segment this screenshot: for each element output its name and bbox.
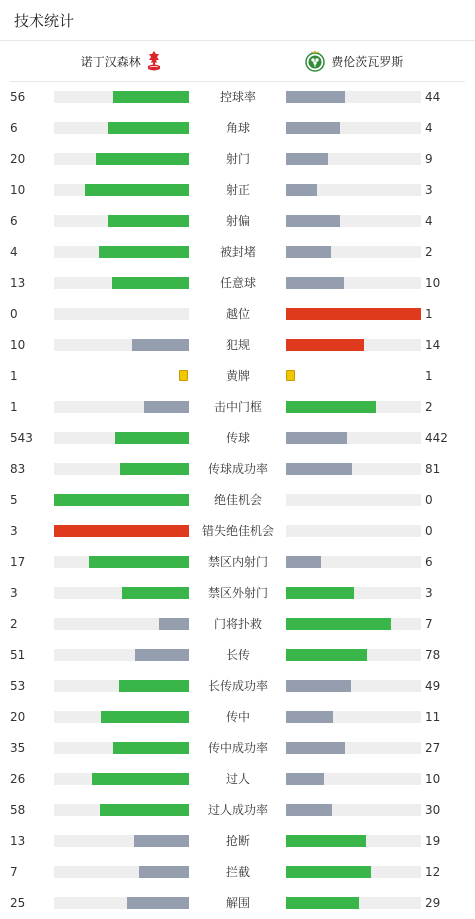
stat-label: 长传 [225,648,250,662]
away-bar-fill [286,91,345,103]
away-bar-track [286,866,421,878]
home-bar-fill [127,897,189,909]
away-value: 4 [425,214,433,228]
home-value: 53 [10,679,26,693]
away-bar-fill [286,308,421,320]
away-value: 49 [425,679,441,693]
stat-label: 长传成功率 [207,679,268,693]
home-bar-fill [101,711,189,723]
away-bar-fill [286,711,333,723]
away-value: 10 [425,772,441,786]
away-bar-track [286,122,421,134]
stat-row [0,547,475,578]
stat-label: 传球成功率 [207,462,268,476]
stat-label: 错失绝佳机会 [201,524,274,538]
home-bar-fill [96,153,189,165]
away-value: 442 [425,431,448,445]
away-bar-track [286,804,421,816]
home-bar-fill [120,463,189,475]
stat-label: 被封堵 [219,245,256,259]
away-bar-fill [286,556,321,568]
away-bar-track [286,742,421,754]
away-bar-track [286,246,421,258]
tree-crest-icon [147,50,161,72]
away-bar-track [286,897,421,909]
stat-row [0,578,475,609]
stat-row [0,826,475,857]
home-value: 13 [10,834,26,848]
away-bar-track [286,184,421,196]
home-value: 56 [10,90,26,104]
away-bar-track [286,525,421,537]
stat-row [0,857,475,888]
home-bar-fill [108,122,189,134]
home-bar-track [54,897,189,909]
stat-row [0,206,475,237]
away-bar-track [286,711,421,723]
stat-row [0,82,475,113]
stat-label: 越位 [225,307,250,321]
yellow-card-icon [286,370,295,381]
stat-row [0,299,475,330]
stat-row [0,237,475,268]
home-value: 543 [10,431,33,445]
away-value: 19 [425,834,441,848]
home-bar-track [54,618,189,630]
away-bar-fill [286,153,328,165]
home-bar-fill [144,401,189,413]
home-bar-track [54,401,189,413]
home-value: 26 [10,772,26,786]
home-value: 4 [10,245,18,259]
away-value: 44 [425,90,441,104]
away-bar-fill [286,122,340,134]
away-bar-fill [286,246,331,258]
away-bar-fill [286,773,324,785]
stat-label: 禁区内射门 [207,555,268,569]
stat-label: 绝佳机会 [213,493,262,507]
home-bar-fill [89,556,189,568]
home-value: 3 [10,586,18,600]
away-bar-fill [286,835,366,847]
home-bar-track [54,184,189,196]
away-bar-fill [286,401,376,413]
clover-crest-icon [305,50,325,72]
home-value: 2 [10,617,18,631]
home-bar-fill [108,215,189,227]
away-bar-fill [286,432,347,444]
away-value: 29 [425,896,441,910]
away-bar-track [286,556,421,568]
home-bar-track [54,122,189,134]
away-bar-fill [286,897,359,909]
stat-row [0,423,475,454]
page-title: 技术统计 [14,11,75,30]
away-bar-track [286,835,421,847]
away-value: 7 [425,617,433,631]
stat-label: 传中 [225,710,250,724]
away-bar-track [286,649,421,661]
stat-row [0,485,475,516]
home-bar-fill [115,432,189,444]
home-value: 51 [10,648,26,662]
home-bar-track [54,835,189,847]
home-bar-track [54,339,189,351]
away-value: 1 [425,369,433,383]
away-value: 0 [425,524,433,538]
home-value: 13 [10,276,26,290]
away-bar-track [286,618,421,630]
away-value: 6 [425,555,433,569]
home-bar-fill [92,773,189,785]
away-bar-fill [286,277,344,289]
home-bar-track [54,587,189,599]
home-value: 1 [10,400,18,414]
away-bar-fill [286,649,367,661]
stat-row [0,392,475,423]
away-bar-track [286,339,421,351]
home-bar-track [54,711,189,723]
stat-label: 黄牌 [225,369,250,383]
stat-label: 拦截 [225,865,250,879]
home-bar-track [54,742,189,754]
away-value: 78 [425,648,441,662]
home-bar-track [54,463,189,475]
away-bar-fill [286,618,391,630]
home-bar-fill [159,618,189,630]
home-bar-track [54,153,189,165]
home-bar-track [54,525,189,537]
stat-label: 射偏 [225,214,250,228]
home-value: 6 [10,214,18,228]
home-bar-track [54,246,189,258]
away-value: 10 [425,276,441,290]
away-bar-track [286,432,421,444]
away-bar-track [286,773,421,785]
away-bar-fill [286,804,332,816]
stat-label: 解围 [225,896,250,910]
home-value: 35 [10,741,26,755]
stat-label: 过人成功率 [207,803,268,817]
home-value: 1 [10,369,18,383]
away-value: 11 [425,710,441,724]
home-bar-fill [139,866,189,878]
home-bar-fill [122,587,190,599]
home-value: 17 [10,555,26,569]
yellow-card-icon [179,370,188,381]
away-bar-fill [286,587,354,599]
home-team[interactable] [10,50,238,72]
stat-row [0,609,475,640]
away-bar-track [286,308,421,320]
away-value: 2 [425,400,433,414]
away-value: 30 [425,803,441,817]
stats-header [0,0,475,41]
stat-row [0,144,475,175]
stat-row [0,888,475,919]
home-value: 7 [10,865,18,879]
stat-row [0,268,475,299]
stat-label: 禁区外射门 [207,586,268,600]
stat-row [0,671,475,702]
away-value: 4 [425,121,433,135]
away-bar-track [286,680,421,692]
home-bar-track [54,432,189,444]
stat-row [0,361,475,392]
away-bar-fill [286,742,345,754]
home-bar-fill [119,680,189,692]
stat-label: 射门 [225,152,250,166]
away-bar-fill [286,184,317,196]
stat-row [0,175,475,206]
home-value: 20 [10,152,26,166]
stat-label: 抢断 [225,834,250,848]
stat-label: 犯规 [225,338,250,352]
stat-row [0,113,475,144]
home-value: 83 [10,462,26,476]
home-value: 20 [10,710,26,724]
away-value: 27 [425,741,441,755]
stat-row [0,702,475,733]
home-bar-track [54,494,189,506]
home-bar-track [54,866,189,878]
stat-row [0,733,475,764]
stat-label: 任意球 [219,276,256,290]
home-bar-track [54,308,189,320]
stat-label: 传中成功率 [207,741,268,755]
home-bar-fill [132,339,189,351]
stat-label: 射正 [225,183,250,197]
home-bar-fill [134,835,189,847]
home-bar-fill [113,91,189,103]
stat-label: 控球率 [219,90,256,104]
stat-row [0,454,475,485]
away-bar-fill [286,680,351,692]
away-bar-track [286,401,421,413]
home-bar-track [54,215,189,227]
away-bar-track [286,153,421,165]
away-value: 0 [425,493,433,507]
home-bar-track [54,277,189,289]
home-value: 6 [10,121,18,135]
away-value: 12 [425,865,441,879]
stat-row [0,330,475,361]
away-value: 81 [425,462,441,476]
stat-label: 门将扑救 [213,617,262,631]
home-bar-track [54,91,189,103]
away-value: 1 [425,307,433,321]
home-bar-fill [85,184,189,196]
home-team-name: 诺丁汉森林 [80,54,141,69]
away-team-name: 费伦茨瓦罗斯 [331,54,404,69]
home-value: 0 [10,307,18,321]
home-bar-fill [100,804,189,816]
away-value: 3 [425,586,433,600]
stat-row [0,516,475,547]
home-bar-fill [54,525,189,537]
stat-row [0,795,475,826]
home-value: 25 [10,896,26,910]
away-bar-track [286,277,421,289]
home-value: 5 [10,493,18,507]
stat-label: 击中门框 [213,400,262,414]
away-value: 2 [425,245,433,259]
home-value: 58 [10,803,26,817]
home-bar-fill [135,649,189,661]
stat-row [0,764,475,795]
away-bar-track [286,494,421,506]
away-value: 14 [425,338,441,352]
away-value: 3 [425,183,433,197]
away-team[interactable] [238,50,466,72]
home-bar-track [54,680,189,692]
stat-row [0,640,475,671]
away-bar-track [286,215,421,227]
stats-list [0,82,475,919]
home-value: 10 [10,183,26,197]
away-bar-track [286,587,421,599]
away-bar-track [286,463,421,475]
home-bar-fill [112,277,189,289]
away-bar-fill [286,215,340,227]
home-value: 10 [10,338,26,352]
away-bar-fill [286,339,364,351]
home-bar-track [54,649,189,661]
team-bar [10,41,465,82]
home-bar-fill [99,246,189,258]
away-value: 9 [425,152,433,166]
away-bar-fill [286,463,352,475]
home-bar-fill [113,742,189,754]
away-bar-track [286,91,421,103]
stat-label: 角球 [225,121,250,135]
away-bar-fill [286,866,371,878]
home-bar-track [54,804,189,816]
stat-label: 过人 [225,772,250,786]
stat-label: 传球 [225,431,250,445]
home-value: 3 [10,524,18,538]
home-bar-track [54,556,189,568]
home-bar-fill [54,494,189,506]
home-bar-track [54,773,189,785]
